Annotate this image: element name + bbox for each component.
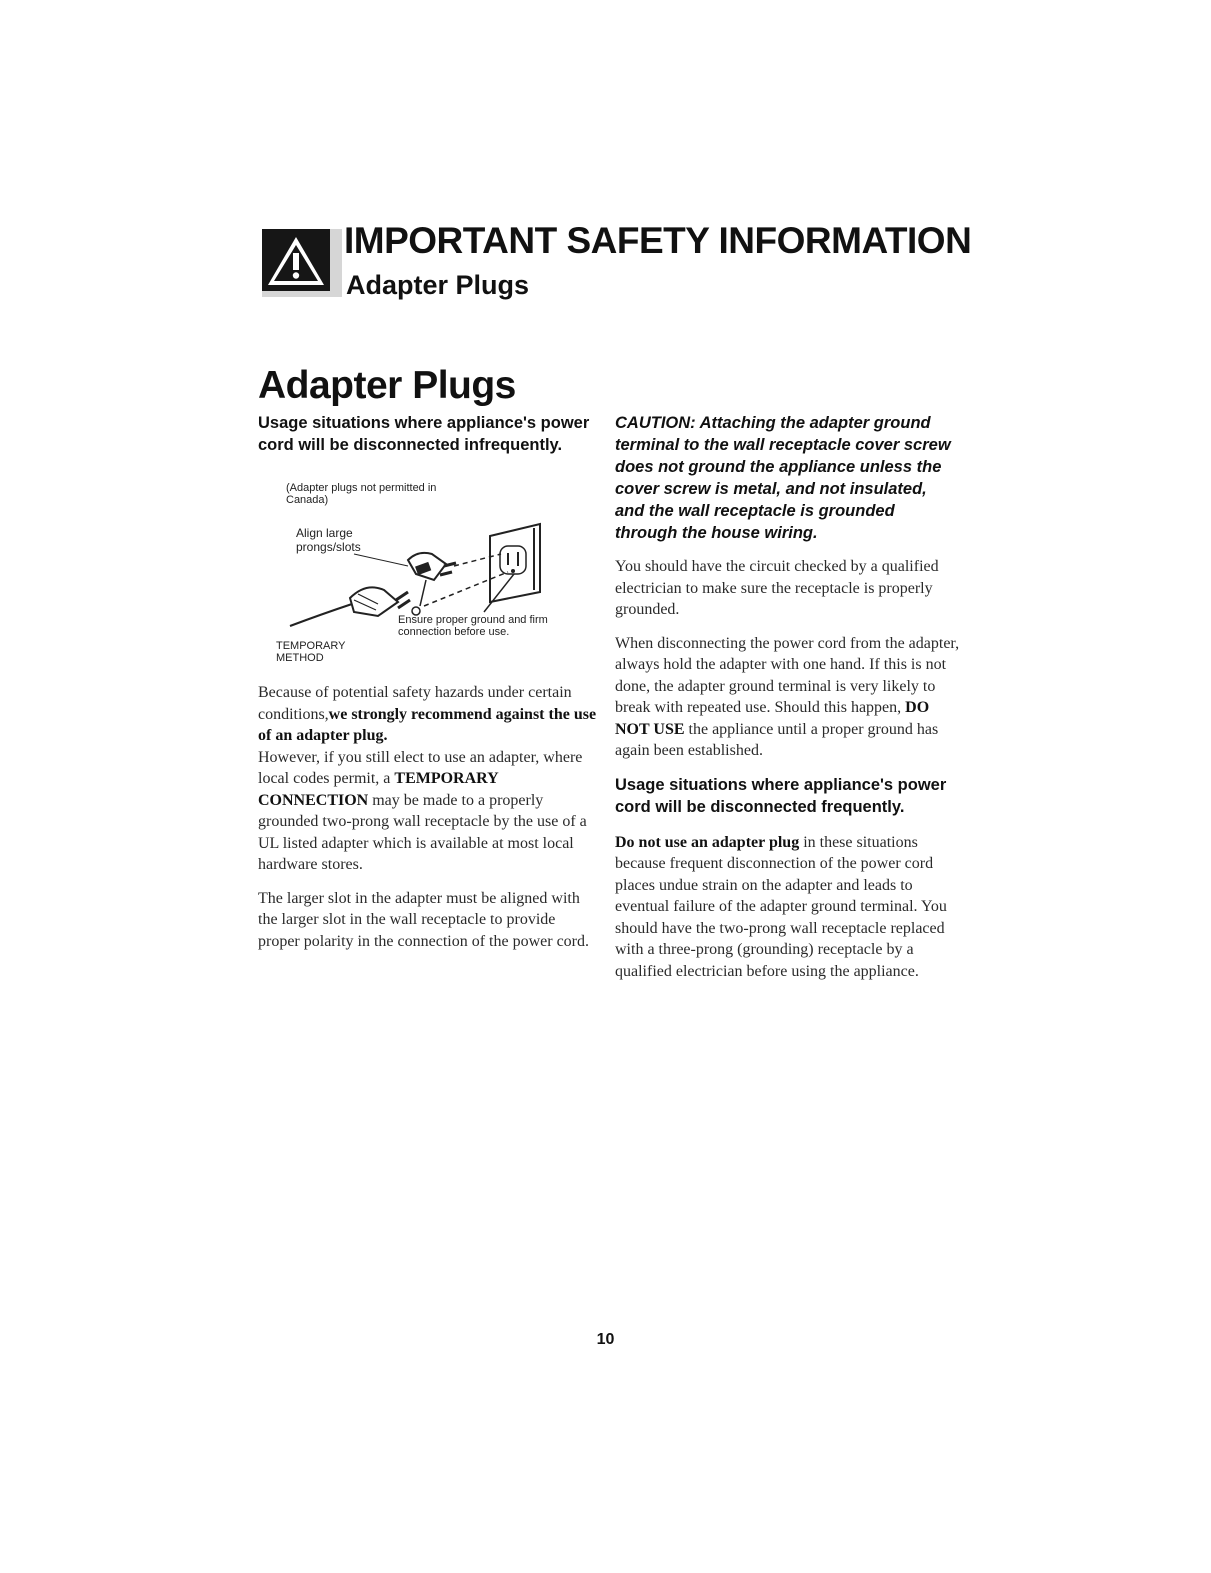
- ground-established-text: the appliance until a proper ground has again been established.: [615, 720, 939, 759]
- do-not-use-adapter: Do not use an adapter plug: [615, 833, 800, 851]
- plug-cord-drawing: [290, 587, 410, 626]
- hazards-intro: Because of potential safety hazards under certain conditions,: [258, 684, 572, 723]
- paragraph-frequent: [615, 832, 960, 983]
- ul-adapter-text: may be made to a properly grounded two-prong wall receptacle by the use of a UL listed adapter which is available at most local hardware stores.: [258, 791, 587, 873]
- disconnecting-text: When disconnecting the power cord from the adapter, always hold the adapter with one hand. If this is not done, the adapter ground terminal is very likely to break with repeated use. Should this happen,: [615, 634, 960, 716]
- right-column: [615, 412, 960, 994]
- adapter-drawing: [408, 553, 456, 615]
- subhead-frequent: Usage situations where appliance's power cord will be disconnected frequently.: [615, 775, 947, 816]
- strong-recommendation: we strongly recommend against the use of an adapter plug.: [258, 705, 597, 744]
- subhead-infrequent: Usage situations where appliance's power cord will be disconnected infrequently.: [258, 414, 590, 454]
- ensure-label: Ensure proper ground and firm connection before use.: [398, 614, 548, 638]
- page-number: 10: [596, 1331, 615, 1348]
- warning-triangle-icon: [262, 229, 342, 297]
- frequent-disconnection-text: in these situations because frequent disconnection of the power cord places undue strain on the adapter and leads to eventual failure of the adapter ground terminal. You should have the two-prong wall receptacle replaced with a three-prong (grounding) receptacle by a qualified electrician before using the appliance.: [615, 833, 947, 980]
- caution-text: CAUTION: Attaching the adapter ground terminal to the wall receptacle cover screw does not ground the appliance unless the cover screw is metal, and not insulated, and the wall receptacle is grounded through the house wiring.: [615, 414, 951, 542]
- align-label: Align large prongs/slots: [296, 526, 361, 554]
- paragraph-disconnecting: [615, 633, 960, 762]
- adapter-plug-figure: [258, 470, 598, 670]
- header-subtitle: Adapter Plugs: [346, 270, 530, 300]
- paragraph-hazards: [258, 682, 598, 876]
- section-title: Adapter Plugs: [258, 364, 516, 407]
- figure-note: (Adapter plugs not permitted in Canada): [286, 482, 437, 506]
- temporary-connection: TEMPORARY CONNECTION: [258, 770, 499, 809]
- do-not-use: DO NOT USE: [615, 699, 930, 738]
- adapter-elect-text: However, if you still elect to use an adapter, where local codes permit, a: [258, 748, 583, 787]
- paragraph-circuit-check: You should have the circuit checked by a qualified electrician to make sure the receptacle is properly grounded.: [615, 558, 939, 618]
- left-column: [258, 412, 598, 964]
- wall-receptacle-drawing: [490, 524, 540, 602]
- header-title: IMPORTANT SAFETY INFORMATION: [344, 220, 972, 261]
- temporary-method-label: TEMPORARY METHOD: [276, 640, 346, 664]
- paragraph-polarity: The larger slot in the adapter must be aligned with the larger slot in the wall receptacle to provide proper polarity in the connection of the power cord.: [258, 889, 589, 950]
